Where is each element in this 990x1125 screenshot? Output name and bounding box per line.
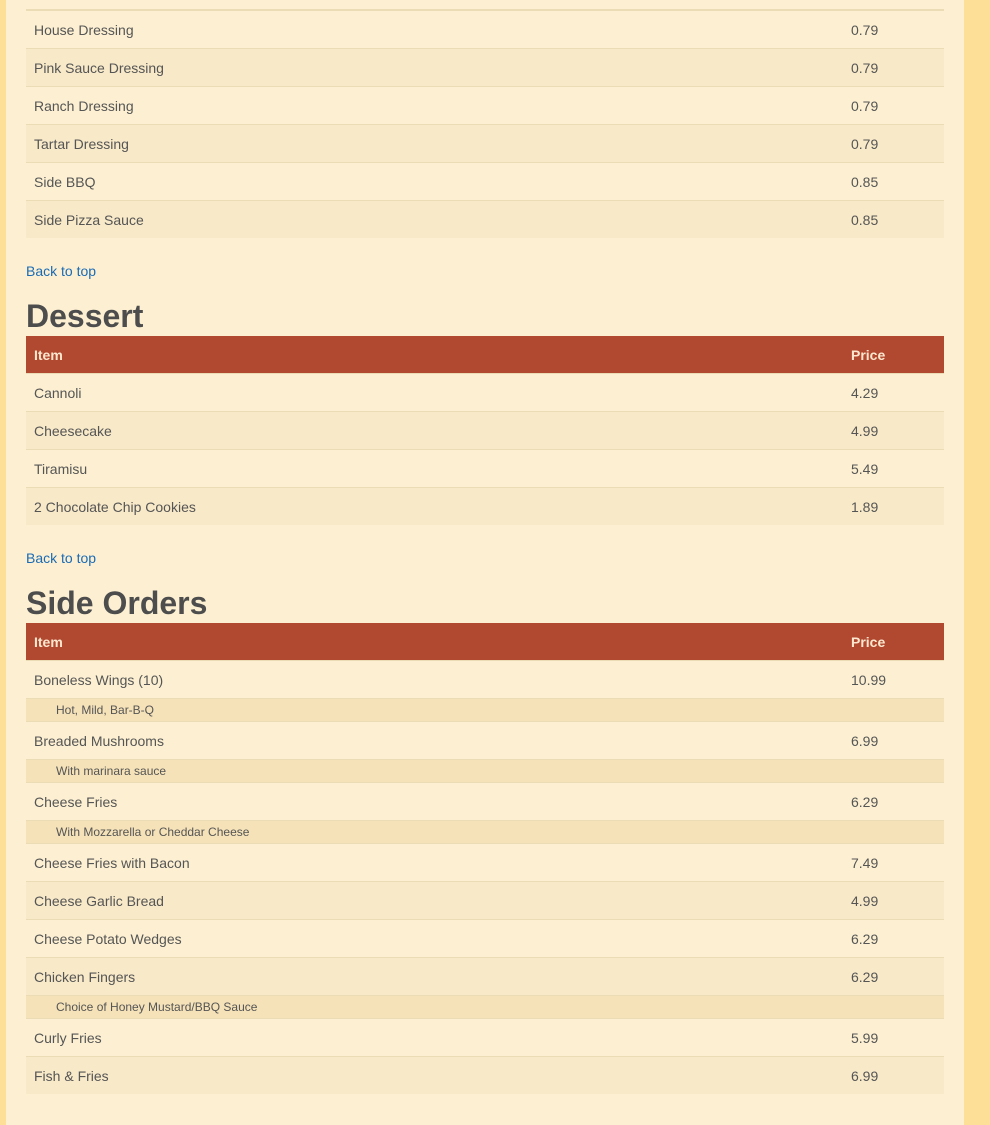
item-name: Cheesecake [26,412,843,450]
dessert-table [26,336,944,525]
item-note-row [26,996,944,1019]
item-name: Side BBQ [26,163,843,201]
table-row [26,958,944,996]
item-price: 6.99 [843,722,944,760]
table-row [26,125,944,163]
table-row [26,1019,944,1057]
table-row [26,412,944,450]
table-row [26,49,944,87]
item-name: Tiramisu [26,450,843,488]
item-note: Choice of Honey Mustard/BBQ Sauce [26,996,944,1019]
item-name: Cheese Potato Wedges [26,920,843,958]
item-price: 5.99 [843,1019,944,1057]
sauces-table [26,10,944,238]
item-name: Boneless Wings (10) [26,661,843,699]
item-price: 6.29 [843,958,944,996]
item-name: Cannoli [26,374,843,412]
table-row [26,374,944,412]
item-name: Cheese Garlic Bread [26,882,843,920]
item-name: Pink Sauce Dressing [26,49,843,87]
table-row [26,920,944,958]
item-price: 0.79 [843,11,944,49]
item-name: Fish & Fries [26,1057,843,1095]
item-price: 1.89 [843,488,944,526]
item-name: Cheese Fries [26,783,843,821]
table-row [26,488,944,526]
item-price: 4.99 [843,412,944,450]
item-name: House Dressing [26,11,843,49]
item-price: 0.85 [843,201,944,239]
page-container [6,0,964,1125]
table-row [26,450,944,488]
item-name: Side Pizza Sauce [26,201,843,239]
table-header [26,336,944,374]
section-title-dessert: Dessert [26,298,144,334]
item-price: 10.99 [843,661,944,699]
item-note-row [26,821,944,844]
item-price: 6.29 [843,783,944,821]
item-price: 6.29 [843,920,944,958]
item-note: With Mozzarella or Cheddar Cheese [26,821,944,844]
table-row [26,1057,944,1095]
table-row [26,722,944,760]
item-price: 7.49 [843,844,944,882]
table-top-edge [26,0,944,10]
table-row [26,87,944,125]
item-name: Breaded Mushrooms [26,722,843,760]
table-header [26,623,944,661]
item-price: 4.99 [843,882,944,920]
item-note: Hot, Mild, Bar-B-Q [26,699,944,722]
column-header-price: Price [843,336,944,374]
table-row [26,882,944,920]
table-row [26,783,944,821]
column-header-item: Item [26,336,843,374]
item-price: 0.79 [843,49,944,87]
item-name: Chicken Fingers [26,958,843,996]
item-name: Cheese Fries with Bacon [26,844,843,882]
table-row [26,11,944,49]
section-title-side-orders: Side Orders [26,585,208,621]
column-header-item: Item [26,623,843,661]
item-price: 6.99 [843,1057,944,1095]
table-row [26,163,944,201]
item-name: Tartar Dressing [26,125,843,163]
item-name: Curly Fries [26,1019,843,1057]
back-to-top-link[interactable]: Back to top [26,263,97,279]
item-price: 5.49 [843,450,944,488]
item-price: 0.79 [843,125,944,163]
table-row [26,201,944,239]
table-row [26,661,944,699]
item-note: With marinara sauce [26,760,944,783]
table-row [26,844,944,882]
item-note-row [26,760,944,783]
menu-content [26,0,944,1094]
item-name: Ranch Dressing [26,87,843,125]
column-header-price: Price [843,623,944,661]
item-price: 0.85 [843,163,944,201]
item-name: 2 Chocolate Chip Cookies [26,488,843,526]
item-price: 0.79 [843,87,944,125]
side-orders-table [26,623,944,1094]
back-to-top-link[interactable]: Back to top [26,550,97,566]
item-price: 4.29 [843,374,944,412]
item-note-row [26,699,944,722]
